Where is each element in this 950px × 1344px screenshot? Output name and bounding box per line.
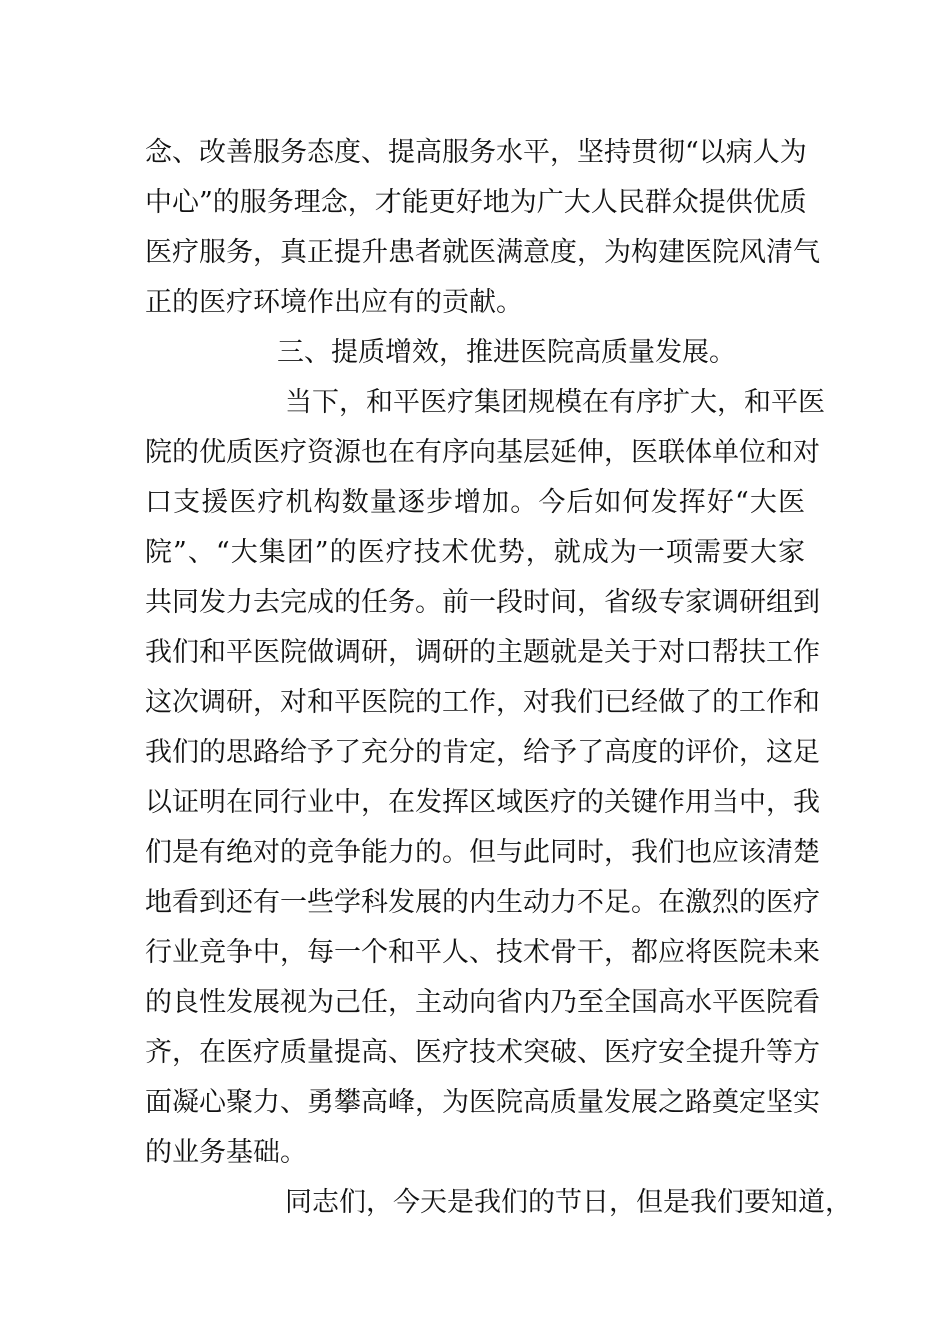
section-heading: 三、提质增效，推进医院高质量发展。 <box>277 337 736 368</box>
body-text-line: 面凝心聚力、勇攀高峰，为医院高质量发展之路奠定坚实 <box>145 1087 820 1118</box>
body-text-line: 医疗服务，真正提升患者就医满意度，为构建医院风清气 <box>145 237 820 268</box>
body-text-line: 共同发力去完成的任务。前一段时间，省级专家调研组到 <box>145 587 820 618</box>
body-text-line: 行业竞争中，每一个和平人、技术骨干，都应将医院未来 <box>145 937 820 968</box>
body-text-line: 的业务基础。 <box>145 1137 307 1168</box>
body-text-line: 齐，在医疗质量提高、医疗技术突破、医疗安全提升等方 <box>145 1037 820 1068</box>
body-text-line: 院”、“大集团”的医疗技术优势，就成为一项需要大家 <box>145 537 805 568</box>
body-text-line: 当下，和平医疗集团规模在有序扩大，和平医 <box>285 387 825 418</box>
body-text-line: 正的医疗环境作出应有的贡献。 <box>145 287 523 318</box>
body-text-line: 口支援医疗机构数量逐步增加。今后如何发挥好“大医 <box>145 487 805 518</box>
body-text-line: 我们和平医院做调研，调研的主题就是关于对口帮扶工作 <box>145 637 820 668</box>
body-text-line: 我们的思路给予了充分的肯定，给予了高度的评价，这足 <box>145 737 820 768</box>
body-text-line: 的良性发展视为己任，主动向省内乃至全国高水平医院看 <box>145 987 820 1018</box>
body-text-line: 念、改善服务态度、提高服务水平，坚持贯彻“以病人为 <box>145 137 807 168</box>
body-text-line: 们是有绝对的竞争能力的。但与此同时，我们也应该清楚 <box>145 837 820 868</box>
body-text-line: 地看到还有一些学科发展的内生动力不足。在激烈的医疗 <box>145 887 820 918</box>
body-text-line: 同志们，今天是我们的节日，但是我们要知道， <box>285 1187 852 1218</box>
body-text-line: 中心”的服务理念，才能更好地为广大人民群众提供优质 <box>145 187 807 218</box>
body-text-line: 院的优质医疗资源也在有序向基层延伸，医联体单位和对 <box>145 437 820 468</box>
body-text-line: 以证明在同行业中，在发挥区域医疗的关键作用当中，我 <box>145 787 820 818</box>
body-text-line: 这次调研，对和平医院的工作，对我们已经做了的工作和 <box>145 687 820 718</box>
